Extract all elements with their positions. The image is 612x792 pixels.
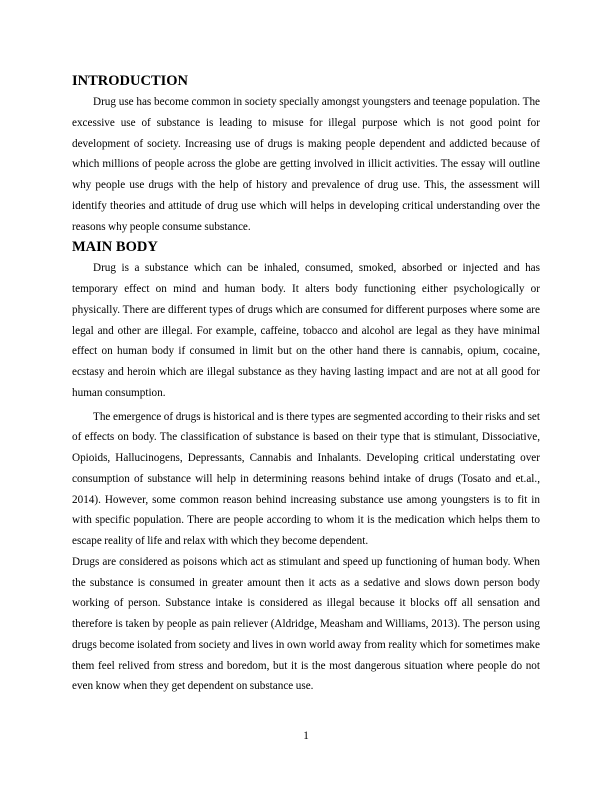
introduction-paragraph: Drug use has become common in society specially amongst youngsters and teenage population. The excessive use of substance is leading to misuse for illegal purpose which is not good point for development of society. Increasing use of drugs is making people dependent and addicted because of which millions of people across the globe are getting involved in illicit activities. The essay will outline why people use drugs with the help of history and prevalence of drug use. This, the assessment will identify theories and attitude of drug use which will helps in developing critical understanding over the reasons why people consume substance. xyxy=(72,96,540,233)
main-body-paragraph-2: The emergence of drugs is historical and is there types are segmented according to their risks and set of effects on body. The classification of substance is based on their type that is stimulant, Dissociative, Opioids, Hallucinogens, Depressants, Cannabis and Inhalants. Developing critical understating over consumption of substance will help in determining reasons behind intake of drugs (Tosato and et.al., 2014). However, some common reason behind increasing substance use among youngsters is to fit in with specific population. There are people according to whom it is the medication which helps them to escape reality of life and relax with which they become dependent. xyxy=(72,410,540,547)
introduction-heading: INTRODUCTION xyxy=(72,73,189,89)
main-body-paragraph-3: Drugs are considered as poisons which act as stimulant and speed up functioning of human body. When the substance is consumed in greater amount then it acts as a sedative and slows down person body working of person. Substance intake is considered as illegal because it blocks off all sensation and therefore is taken by people as pain reliever (Aldridge, Measham and Williams, 2013). The person using drugs become isolated from society and lives in own world away from reality which for sometimes make them feel relived from stress and boredom, but it is the most dangerous situation where people do not even know when they get dependent on substance use. xyxy=(72,555,540,693)
page-number: 1 xyxy=(303,730,309,742)
main-body-heading: MAIN BODY xyxy=(72,239,158,256)
document-page xyxy=(72,72,540,697)
main-body-paragraph-1: Drug is a substance which can be inhaled, consumed, smoked, absorbed or injected and has temporary effect on mind and human body. It alters body functioning either psychologically or physically. There are different types of drugs which are consumed for different purposes where some are legal and other are illegal. For example, caffeine, tobacco and alcohol are legal as they have minimal effect on human body if consumed in limit but on the other hand there is cannabis, opium, cocaine, ecstasy and heroin which are illegal substance as they having lasting impact and are not at all good for human consumption. xyxy=(72,262,540,399)
